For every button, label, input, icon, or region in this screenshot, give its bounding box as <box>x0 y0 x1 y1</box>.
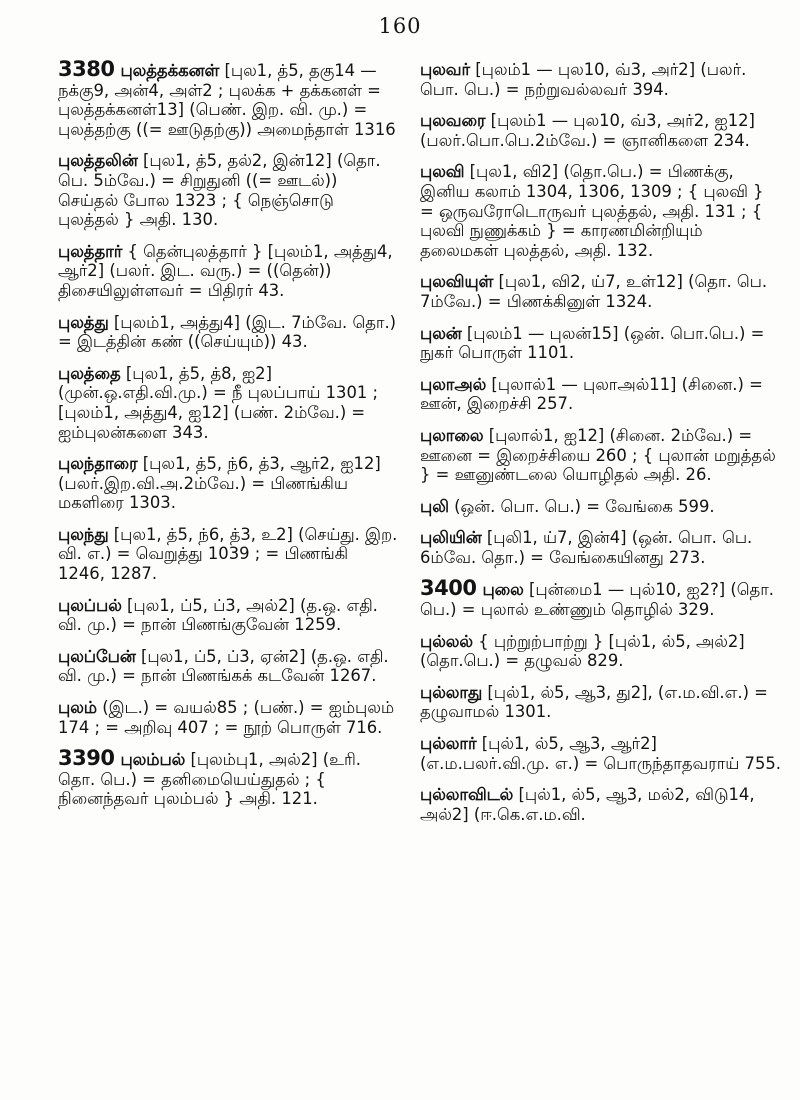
dictionary-entry <box>420 785 782 824</box>
dictionary-entry <box>420 734 782 773</box>
entry-definition: [புல1, த்5, ந்6, த்3, உ2] (செய்து. இற. வி. எ.) = வெறுத்து 1039 ; = பிணங்கி 1246, 1287. <box>58 524 398 584</box>
entry-definition: [புலம்1 — புல10, வ்3, அர்2] (பலர். பொ. பெ.) = நற்றுவல்லவர் 394. <box>420 60 747 99</box>
dictionary-entry <box>420 632 782 671</box>
entry-headword: புலத்தை <box>58 363 121 383</box>
entry-headword: புலவர் <box>420 60 471 79</box>
page-number: 160 <box>378 14 422 38</box>
entry-definition: [புல1, வி2] (தொ.பெ.) = பிணக்கு, இனிய கலாம் 1304, 1306, 1309 ; { புலவி } = ஒருவரோடொருவர் புலத்தல், அதி. 131 ; { புலவி நுணுக்கம் } = காரணமின்றியும் தலைமகள் புலத்தல், அதி. 132. <box>420 162 764 260</box>
entry-definition: [புல1, ப்5, ப்3, அல்2] (த.ஒ. எதி. வி. மு.) = நான் பிணங்குவேன் 1259. <box>58 595 378 635</box>
entry-definition: [புலி1, ய்7, இன்4] (ஒன். பொ. பெ. 6ம்வே. தொ.) = வேங்கையினது 273. <box>420 528 753 567</box>
entry-headword: புலாஅல் <box>420 374 487 394</box>
entry-definition: [புன்மை1 — புல்10, ஐ2?] (தொ. பெ.) = புலால் உண்ணும் தொழில் 329. <box>420 580 774 620</box>
entry-number: 3400 <box>420 576 477 601</box>
entry-definition: [புலால்1 — புலாஅல்11] (சினை.) = ஊன், இறைச்சி 257. <box>420 374 763 414</box>
entry-number: 3390 <box>58 746 115 771</box>
dictionary-entry <box>420 162 782 260</box>
dictionary-entry <box>58 525 398 584</box>
dictionary-entry <box>420 497 782 517</box>
entry-headword: புல்லார் <box>420 734 477 754</box>
entry-headword: புலாலை <box>420 425 484 445</box>
entry-definition: [புல1, த்5, ந்6, த்3, ஆர்2, ஐ12] (பலர்.இற.வி.அ.2ம்வே.) = பிணங்கிய மகளிரை 1303. <box>58 454 381 513</box>
entry-headword: புலம்பல் <box>120 750 186 770</box>
entry-definition: [புல்1, ல்5, ஆ3, ஆர்2] (எ.ம.பலர்.வி.மு. எ.) = பொருந்தாதவராய் 755. <box>420 734 782 773</box>
dictionary-entry <box>58 151 398 229</box>
entry-definition: [புல1, ப்5, ப்3, ஏன்2] (த.ஒ. எதி. வி. மு.) = நான் பிணங்கக் கடவேன் 1267. <box>58 646 389 686</box>
dictionary-entry <box>58 454 398 513</box>
entry-headword: புல்லாவிடல் <box>420 785 514 805</box>
dictionary-entry <box>420 60 782 99</box>
dictionary-entry <box>58 647 398 686</box>
dictionary-entry <box>420 426 782 485</box>
entry-headword: புலவரை <box>420 111 486 131</box>
entry-headword: புலியின் <box>420 528 482 548</box>
entry-headword: புலத்தக்கனள் <box>120 61 220 80</box>
entry-definition: [புலம்1 — புல10, வ்3, அர்2, ஐ12] (பலர்.பொ.பெ.2ம்வே.) = ஞானிகளை 234. <box>420 111 755 150</box>
entry-headword: புலத்து <box>58 312 109 332</box>
entry-headword: புலத்தார் <box>58 241 123 261</box>
entry-headword: புல்லல் <box>420 631 474 651</box>
dictionary-entry <box>420 324 782 363</box>
entry-headword: புலவி <box>420 162 465 182</box>
dictionary-entry <box>420 683 782 722</box>
entry-definition: [புல1, த்5, தல்2, இன்12] (தொ. பெ. 5ம்வே.) = சிறுதுனி ((= ஊடல்)) செய்தல் போல 1323 ; { நெஞ்சொடு புலத்தல் } அதி. 130. <box>58 151 381 230</box>
entry-headword: புலப்பேன் <box>58 646 136 666</box>
entry-definition: [புலம்1 — புலன்15] (ஒன். பொ.பெ.) = நுகர் பொருள் 1101. <box>420 323 765 363</box>
entry-definition: [புலால்1, ஐ12] (சினை. 2ம்வே.) = ஊனை = இறைச்சியை 260 ; { புலான் மறுத்தல் } = ஊனுண்டலை யொழிதல் அதி. 26. <box>420 425 776 485</box>
entry-headword: புலந்து <box>58 524 109 544</box>
dictionary-entry <box>58 596 398 635</box>
dictionary-entry <box>58 242 398 301</box>
entry-headword: புலை <box>482 580 524 600</box>
entry-headword: புலவியுள் <box>420 272 494 292</box>
right-column <box>420 60 782 836</box>
dictionary-entry <box>420 576 782 620</box>
entry-definition: (இட.) = வயல்85 ; (பண்.) = ஐம்புலம் 174 ; = அறிவு 407 ; = நூற் பொருள் 716. <box>58 698 395 737</box>
entry-headword: புலி <box>420 496 449 516</box>
dictionary-entry <box>58 746 398 809</box>
dictionary-entry <box>420 528 782 567</box>
entry-definition: (ஒன். பொ. பெ.) = வேங்கை 599. <box>448 496 715 516</box>
entry-definition: [புல1, த்5, த்8, ஐ2] (முன்.ஒ.எதி.வி.மு.) = நீ புலப்பாய் 1301 ; [புலம்1, அத்து4, ஐ12] (பண். 2ம்வே.) = ஐம்புலன்களை 343. <box>58 363 379 442</box>
entry-number: 3380 <box>58 57 115 81</box>
entry-definition: [புல1, த்5, தகு14 — நக்கு9, அன்4, அள்2 ; புலக்க + தக்கனள் = புலத்தக்கனள்13] (பெண். இற. வி. மு.) = புலத்தற்கு ((= ஊடுதற்கு)) அமைந்தாள் 1316 <box>58 61 396 139</box>
entry-headword: புலத்தலின் <box>58 151 138 171</box>
dictionary-entry <box>58 698 398 737</box>
entry-definition: [புலம்1, அத்து4] (இட. 7ம்வே. தொ.) = இடத்தின் கண் ((செய்யும்)) 43. <box>58 312 397 352</box>
entry-definition: [புல்1, ல்5, ஆ3, து2], (எ.ம.வி.எ.) = தழுவாமல் 1301. <box>420 682 768 722</box>
dictionary-entry <box>58 364 398 442</box>
dictionary-entry <box>420 111 782 150</box>
dictionary-entry <box>420 375 782 414</box>
entry-headword: புலப்பல் <box>58 595 122 615</box>
entry-definition: { தென்புலத்தார் } [புலம்1, அத்து4, ஆர்2] (பலர். இட. வரு.) = ((தென்)) திசையிலுள்ளவர் = பிதிரர் 43. <box>58 241 393 300</box>
dictionary-entry <box>58 313 398 352</box>
dictionary-entry <box>58 57 398 139</box>
entry-headword: புலந்தாரை <box>58 454 138 474</box>
dictionary-entry <box>420 272 782 311</box>
entry-headword: புலம் <box>58 698 97 718</box>
entry-definition: { புற்றுற்பாற்று } [புல்1, ல்5, அல்2] (தொ.பெ.) = தழுவல் 829. <box>420 631 745 671</box>
left-column <box>58 57 398 821</box>
entry-headword: புல்லாது <box>420 682 483 702</box>
entry-definition: [புல்1, ல்5, ஆ3, மல்2, விடு14, அல்2] (ஈ.கெ.எ.ம.வி. <box>420 785 755 824</box>
entry-definition: [புலம்பு1, அல்2] (உரி. தொ. பெ.) = தனிமையெய்துதல் ; { நினைந்தவர் புலம்பல் } அதி. 121. <box>58 750 362 809</box>
entry-headword: புலன் <box>420 323 462 343</box>
entry-definition: [புல1, வி2, ய்7, உள்12] (தொ. பெ. 7ம்வே.) = பிணக்கினுள் 1324. <box>420 272 768 311</box>
